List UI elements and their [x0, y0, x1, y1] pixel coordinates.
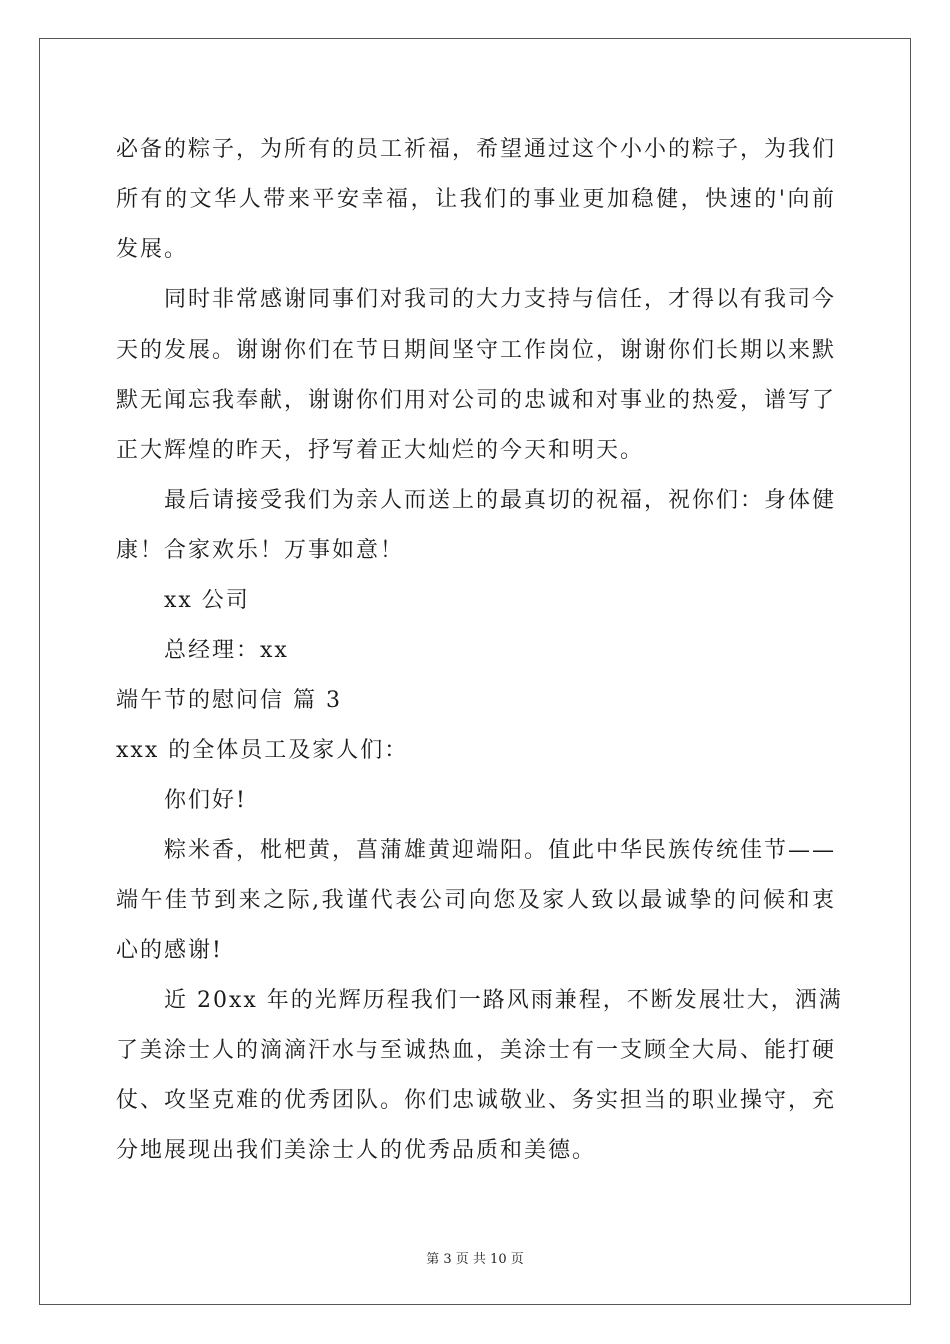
- salutation: xxx 的全体员工及家人们：: [116, 738, 409, 763]
- body-line: 端午佳节到来之际,我谨代表公司向您及家人致以最诚挚的问候和衷: [116, 888, 836, 913]
- body-line: 发展。: [116, 237, 189, 262]
- body-line: 必备的粽子，为所有的员工祈福，希望通过这个小小的粽子，为我们: [116, 137, 837, 162]
- company-signature: xx 公司: [164, 588, 250, 613]
- paragraph-start-line: 近 20xx 年的光辉历程我们一路风雨兼程，不断发展壮大，洒满: [164, 988, 843, 1013]
- section-heading: 端午节的慰问信 篇 3: [116, 688, 342, 713]
- greeting: 你们好!: [164, 788, 247, 813]
- body-line: 心的感谢!: [116, 938, 223, 963]
- paragraph-start-line: 最后请接受我们为亲人而送上的最真切的祝福，祝你们：身体健: [164, 488, 837, 513]
- paragraph-start-line: 同时非常感谢同事们对我司的大力支持与信任，才得以有我司今: [164, 287, 837, 312]
- body-line: 了美涂士人的滴滴汗水与至诚热血，美涂士有一支顾全大局、能打硬: [116, 1038, 837, 1063]
- body-line: 仗、攻坚克难的优秀团队。你们忠诚敬业、务实担当的职业操守，充: [116, 1088, 837, 1113]
- manager-signature: 总经理：xx: [164, 638, 289, 663]
- paragraph-start-line: 粽米香，枇杷黄，菖蒲雄黄迎端阳。值此中华民族传统佳节——: [164, 838, 837, 863]
- body-line: 分地展现出我们美涂士人的优秀品质和美德。: [116, 1138, 597, 1163]
- body-line: 正大辉煌的昨天，抒写着正大灿烂的今天和明天。: [116, 438, 645, 463]
- page-number-footer: 第 3 页 共 10 页: [426, 1252, 524, 1267]
- body-line: 所有的文华人带来平安幸福，让我们的事业更加稳健，快速的'向前: [116, 187, 836, 212]
- body-line: 天的发展。谢谢你们在节日期间坚守工作岗位，谢谢你们长期以来默: [116, 338, 837, 363]
- body-line: 康！合家欢乐！万事如意！: [116, 538, 405, 563]
- body-line: 默无闻忘我奉献，谢谢你们用对公司的忠诚和对事业的热爱，谱写了: [116, 388, 837, 413]
